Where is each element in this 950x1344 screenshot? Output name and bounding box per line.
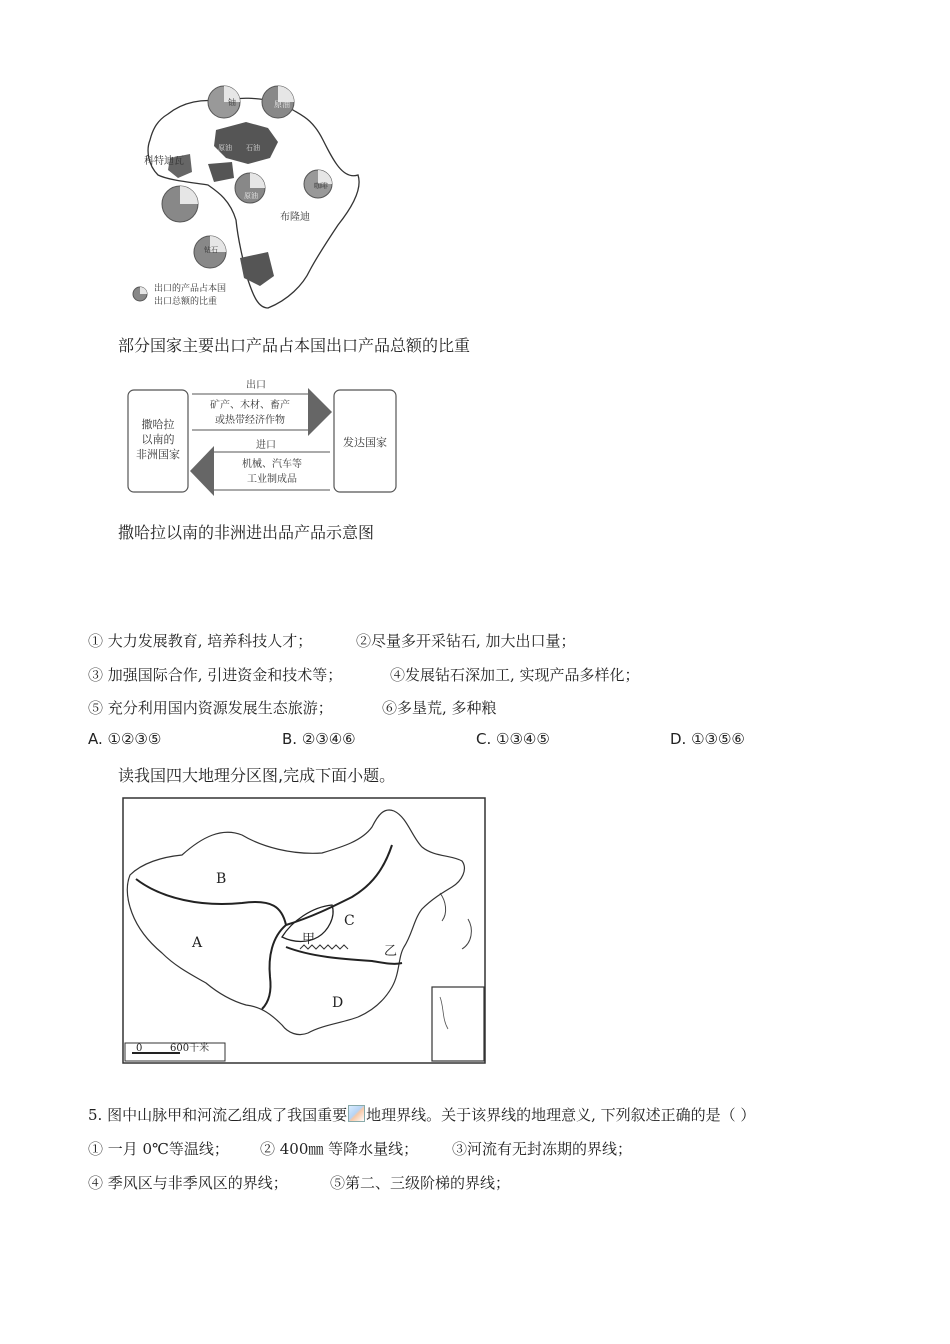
south-china-sea-inset [432,987,484,1061]
scale-bar [125,1041,225,1061]
map-legend [133,282,226,307]
section-intro: 读我国四大地理分区图,完成下面小题。 [118,766,396,785]
country-label-ivory-coast: 科特迪瓦 [144,156,184,167]
svg-text:工业制成品: 工业制成品 [247,474,297,485]
import-arrow [190,438,330,496]
svg-text:撒哈拉: 撒哈拉 [141,418,175,431]
region-label-a: A [192,935,203,951]
svg-text:原油: 原油 [244,192,258,200]
svg-text:进口: 进口 [256,440,276,451]
svg-text:0: 0 [136,1043,143,1054]
q4-item-3: ③ 加强国际合作, 引进资金和技术等； [88,666,343,684]
svg-text:原油: 原油 [218,144,232,152]
svg-text:矿产、木材、畜产: 矿产、木材、畜产 [210,400,290,411]
svg-text:原油: 原油 [274,100,290,109]
export-arrow [192,378,332,436]
broken-image-icon [348,1105,365,1122]
pie-chart-6 [194,236,226,268]
region-label-b: B [216,871,227,887]
pie-chart-2 [262,86,294,118]
q5-stem: 5. 图中山脉甲和河流乙组成了我国重要 地理界线。关于该界线的地理意义, 下列叙述正确的是（ ） [88,1106,756,1124]
q4-item-6: ⑥多垦荒, 多种粮 [382,699,497,717]
pie-chart-4 [235,173,265,203]
option-c[interactable]: C. ①③④⑤ [476,730,550,748]
country-label-burundi: 布隆迪 [280,212,310,223]
svg-text:或热带经济作物: 或热带经济作物 [215,415,285,426]
africa-map [128,80,368,310]
svg-text:钻石: 钻石 [204,246,218,254]
q5-item-5: ⑤第二、三级阶梯的界线； [330,1174,511,1192]
svg-text:出口: 出口 [246,380,266,391]
q4-item-2: ②尽量多开采钻石, 加大出口量； [356,632,576,650]
svg-text:发达国家: 发达国家 [343,436,387,449]
svg-text:出口总额的比重: 出口总额的比重 [154,297,218,307]
svg-text:铀: 铀 [228,98,236,107]
pie-chart-1 [208,86,240,118]
svg-text:以南的: 以南的 [141,433,175,446]
trade-flow-diagram [126,378,398,496]
pie-chart-5 [304,170,332,198]
svg-text:咖啡: 咖啡 [314,182,328,190]
q4-item-4: ④发展钻石深加工, 实现产品多样化； [390,666,640,684]
option-d[interactable]: D. ①③⑤⑥ [670,730,745,748]
pie-chart-3 [162,186,198,222]
q5-item-3: ③河流有无封冻期的界线； [452,1140,633,1158]
svg-text:600千米: 600千米 [170,1043,210,1054]
region-label-d: D [332,995,344,1011]
q5-item-4: ④ 季风区与非季风区的界线； [88,1174,288,1192]
svg-text:非洲国家: 非洲国家 [136,448,180,461]
q4-item-1: ① 大力发展教育, 培养科技人才； [88,632,313,650]
option-a[interactable]: A. ①②③⑤ [88,730,162,748]
q4-item-5: ⑤ 充分利用国内资源发展生态旅游； [88,699,333,717]
region-label-c: C [344,913,355,929]
trade-diagram-caption: 撒哈拉以南的非洲进出品产品示意图 [118,523,375,542]
china-map [122,797,486,1065]
option-b[interactable]: B. ②③④⑥ [282,730,356,748]
africa-map-caption: 部分国家主要出口产品占本国出口产品总额的比重 [118,336,471,355]
q5-item-1: ① 一月 0℃等温线； [88,1140,229,1158]
q5-item-2: ② 400㎜ 等降水量线； [260,1140,419,1158]
svg-text:机械、汽车等: 机械、汽车等 [242,459,302,470]
label-river-yi: 乙 [384,944,398,959]
svg-text:出口的产品占本国: 出口的产品占本国 [154,284,227,294]
label-mountain-jia: 甲 [302,932,316,947]
svg-text:石油: 石油 [246,144,260,152]
